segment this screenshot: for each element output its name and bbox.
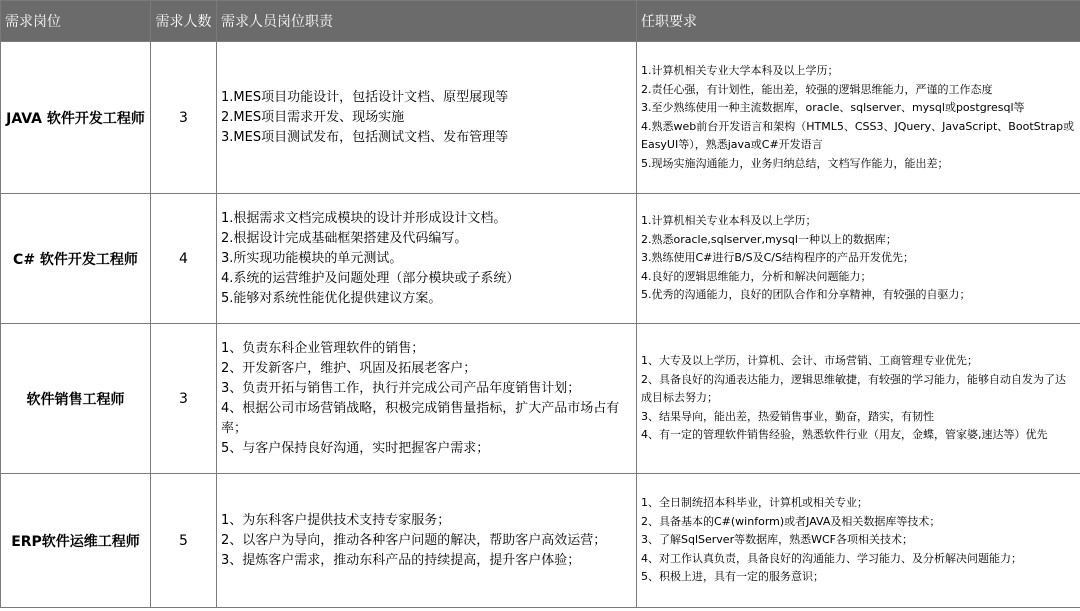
duty-line: 1、负责东科企业管理软件的销售； <box>221 340 425 356</box>
duty-line: 1.根据需求文档完成模块的设计并形成设计文档。 <box>221 210 507 226</box>
requirement-line: 1.计算机相关专业本科及以上学历； <box>641 214 817 228</box>
duty-line: 3、负责开拓与销售工作，执行并完成公司产品年度销售计划； <box>221 380 581 396</box>
requirement-line: 3.熟练使用C#进行B/S及C/S结构程序的产品开发优先； <box>641 251 914 265</box>
position-cell: C# 软件开发工程师 <box>1 194 151 324</box>
duty-line: 3、提炼客户需求，推动东科产品的持续提高，提升客户体验； <box>221 552 581 568</box>
table-row <box>1 324 1080 474</box>
requirement-line: 5.优秀的沟通能力，良好的团队合作和分享精神，有较强的自驱力； <box>641 288 971 302</box>
duty-line: 1、为东科客户提供技术支持专家服务； <box>221 512 451 528</box>
count-cell: 5 <box>151 474 217 608</box>
requirement-line: 5、积极上进，具有一定的服务意识； <box>641 570 824 584</box>
duties-cell <box>217 42 637 194</box>
requirement-line: 5.现场实施沟通能力，业务归纳总结，文档写作能力，能出差； <box>641 156 949 170</box>
duties-cell <box>217 474 637 608</box>
requirements-cell <box>637 194 1080 324</box>
duty-line: 5.能够对系统性能优化提供建议方案。 <box>221 290 442 306</box>
requirements-cell <box>637 474 1080 608</box>
requirements-cell <box>637 324 1080 474</box>
header-duties: 需求人员岗位职责 <box>217 1 637 42</box>
requirement-line: 2.责任心强，有计划性，能出差，较强的逻辑思维能力，严谨的工作态度 <box>641 82 993 96</box>
duty-line: 3.MES项目测试发布，包括测试文档、发布管理等 <box>221 129 509 145</box>
position-cell: JAVA 软件开发工程师 <box>1 42 151 194</box>
header-position: 需求岗位 <box>1 1 151 42</box>
requirement-line: 4.熟悉web前台开发语言和架构（HTML5、CSS3、JQuery、JavaScript、BootStrap或EasyUI等），熟悉java或C#开发语言 <box>641 119 1075 151</box>
requirement-line: 1、大专及以上学历，计算机、会计、市场营销、工商管理专业优先； <box>641 354 978 368</box>
table-header-row <box>1 1 1080 42</box>
requirement-line: 2、具备良好的沟通表达能力，逻辑思维敏捷，有较强的学习能力，能够自动自发为了达成目标去努力； <box>641 372 1066 405</box>
position-cell: 软件销售工程师 <box>1 324 151 474</box>
requirement-line: 2.熟悉oracle,sqlserver,mysql一种以上的数据库； <box>641 232 897 246</box>
requirement-line: 2、具备基本的C#(winform)或者JAVA及相关数据库等技术； <box>641 514 941 528</box>
requirement-line: 4、有一定的管理软件销售经验，熟悉软件行业（用友，金蝶，管家婆,速达等）优先 <box>641 428 1048 442</box>
requirement-line: 3、结果导向，能出差，热爱销售事业，勤奋，踏实，有韧性 <box>641 409 934 423</box>
duty-line: 2.MES项目需求开发、现场实施 <box>221 109 405 125</box>
duty-line: 2、开发新客户，维护、巩固及拓展老客户； <box>221 360 477 376</box>
duty-line: 4、根据公司市场营销战略，积极完成销售量指标，扩大产品市场占有率； <box>221 400 620 436</box>
count-cell: 3 <box>151 42 217 194</box>
position-cell: ERP软件运维工程师 <box>1 474 151 608</box>
duty-line: 2、以客户为导向，推动各种客户问题的解决，帮助客户高效运营； <box>221 532 607 548</box>
duties-cell <box>217 324 637 474</box>
table-row <box>1 42 1080 194</box>
duty-line: 4.系统的运营维护及问题处理（部分模块或子系统） <box>221 270 520 286</box>
duty-line: 5、与客户保持良好沟通，实时把握客户需求； <box>221 440 490 456</box>
duty-line: 2.根据设计完成基础框架搭建及代码编写。 <box>221 230 468 246</box>
duty-line: 3.所实现功能模块的单元测试。 <box>221 250 403 266</box>
count-cell: 4 <box>151 194 217 324</box>
requirement-line: 3.至少熟练使用一种主流数据库，oracle、sqlserver、mysql或postgresql等 <box>641 101 1025 114</box>
table-row <box>1 474 1080 608</box>
duty-line: 1.MES项目功能设计，包括设计文档、原型展现等 <box>221 89 509 105</box>
header-count: 需求人数 <box>151 1 217 42</box>
duties-cell <box>217 194 637 324</box>
requirement-line: 4.良好的逻辑思维能力，分析和解决问题能力； <box>641 269 872 283</box>
header-requirements: 任职要求 <box>637 1 1080 42</box>
requirement-line: 1.计算机相关专业大学本科及以上学历； <box>641 64 839 77</box>
count-cell: 3 <box>151 324 217 474</box>
requirement-line: 1、全日制统招本科毕业，计算机或相关专业； <box>641 496 868 510</box>
table-row <box>1 194 1080 324</box>
requirements-cell <box>637 42 1080 194</box>
requirement-line: 3、了解SqlServer等数据库，熟悉WCF各项相关技术； <box>641 533 913 547</box>
requirement-line: 4、对工作认真负责，具备良好的沟通能力、学习能力、及分析解决问题能力； <box>641 551 1022 565</box>
